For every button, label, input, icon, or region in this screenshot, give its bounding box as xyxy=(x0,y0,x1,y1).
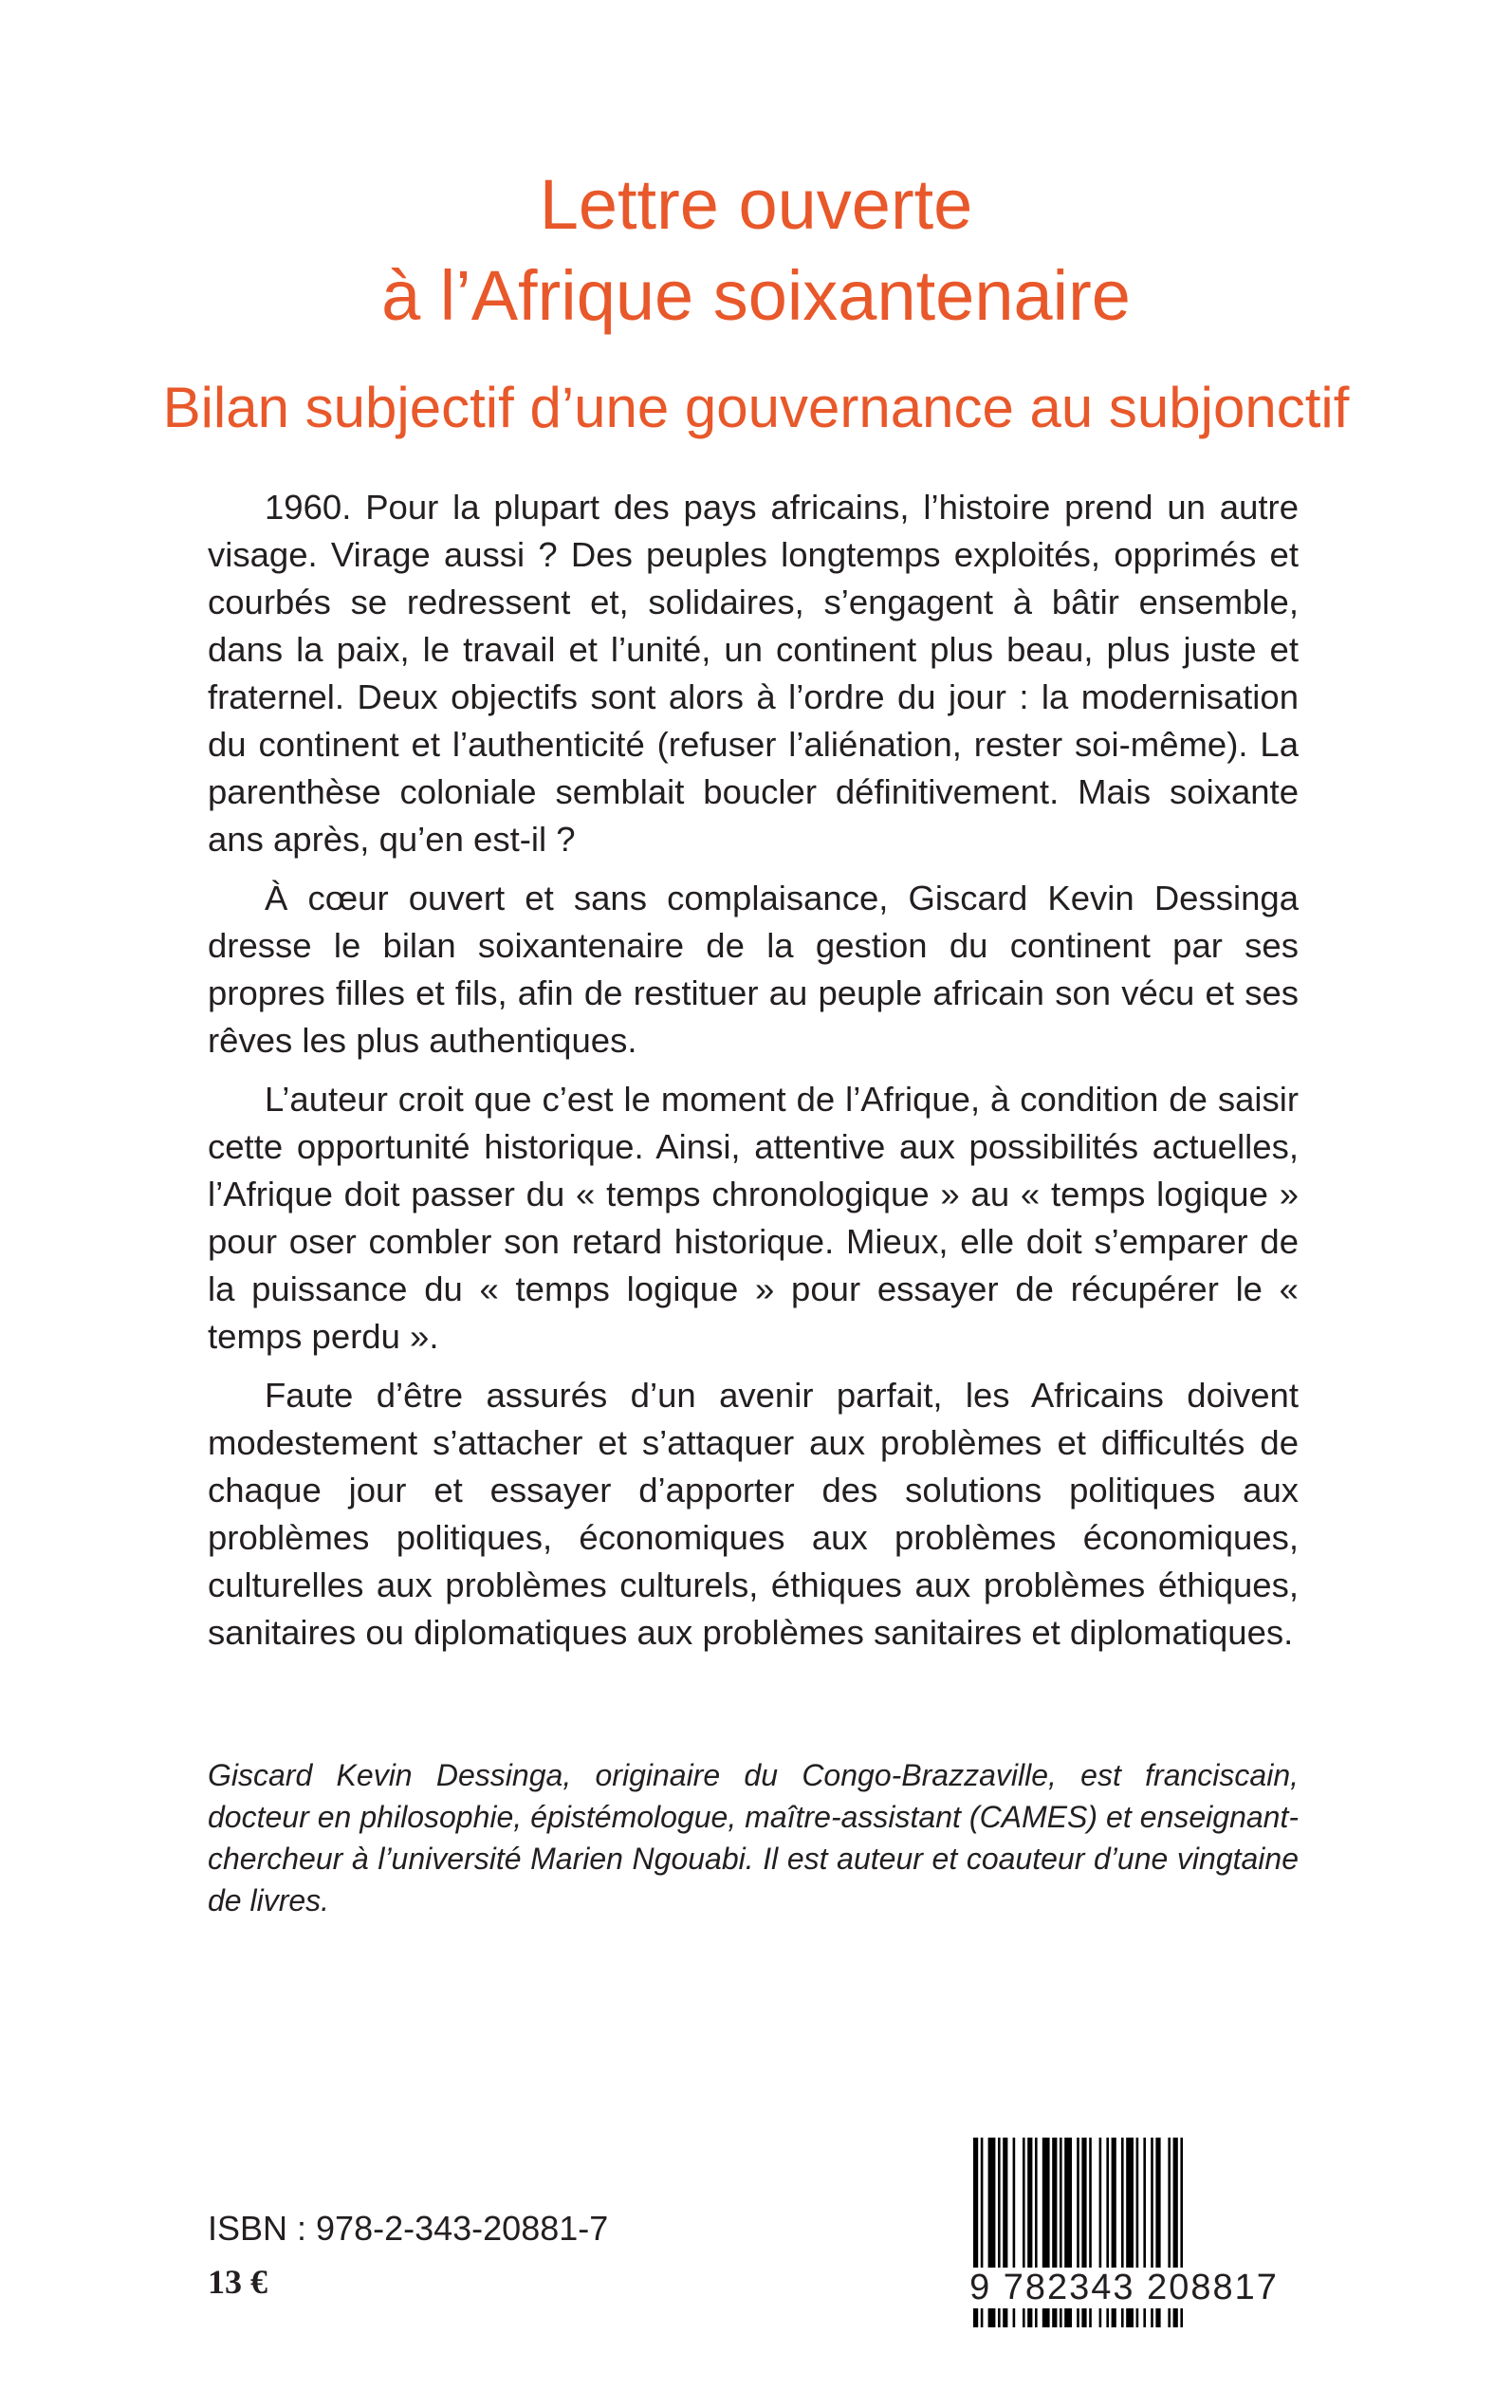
isbn: ISBN : 978-2-343-20881-7 xyxy=(208,2209,609,2248)
author-name: Giscard Kevin Dessinga xyxy=(208,1758,563,1792)
paragraph-4: Faute d’être assurés d’un avenir parfait, les Africains doivent modestement s’attacher et s’attaquer aux problèmes et difficultés de chaque jour et essayer d’apporter des solutions politiques aux problèmes politiques, économiques aux problèmes économiques, culturelles aux problèmes culturels, éthiques aux problèmes éthiques, sanitaires ou diplomatiques aux problèmes sanitaires et diplomatiques. xyxy=(208,1376,1299,1652)
paragraph-1: 1960. Pour la plupart des pays africains, l’histoire prend un autre visage. Virage aussi ? Des peuples longtemps exploités, opprimés et courbés se redressent et, solidaires, s’engagent à bâtir ensemble, dans la paix, le travail et l’unité, un continent plus beau, plus juste et fraternel. Deux objectifs sont alors à l’ordre du jour : la modernisation du continent et l’authenticité (refuser l’aliénation, rester soi-même). La parenthèse coloniale semblait boucler définitivement. Mais soixante ans après, qu’en est-il ? xyxy=(208,488,1299,859)
subtitle: Bilan subjectif d’une gouvernance au subjonctif xyxy=(162,375,1350,439)
title-line-2: à l’Afrique soixantenaire xyxy=(381,255,1131,335)
paragraph-2: À cœur ouvert et sans complaisance, Giscard Kevin Dessinga dresse le bilan soixantenaire de la gestion du continent par ses propres filles et fils, afin de restituer au peuple africain son vécu et ses rêves les plus authentiques. xyxy=(208,879,1299,1060)
author-bio xyxy=(208,1754,1299,1921)
back-cover-text xyxy=(208,484,1299,1668)
price: 13 € xyxy=(208,2263,267,2301)
paragraph-3: L’auteur croit que c’est le moment de l’Afrique, à condition de saisir cette opportunité historique. Ainsi, attentive aux possibilités actuelles, l’Afrique doit passer du « temps chronologique » au « temps logique » pour oser combler son retard historique. Mieux, elle doit s’emparer de la puissance du « temps logique » pour essayer de récupérer le « temps perdu ». xyxy=(208,1080,1299,1356)
author-bio-text: , originaire du Congo-Brazzaville, est franciscain, docteur en philosophie, épistémologue, maître-assistant (CAMES) et enseignant-chercheur à l’université Marien Ngouabi. Il est auteur et coauteur d’une vingtaine de livres. xyxy=(208,1758,1300,1917)
barcode-number: 9 782343 208817 xyxy=(968,2268,1281,2308)
title-line-1: Lettre ouverte xyxy=(539,164,973,244)
